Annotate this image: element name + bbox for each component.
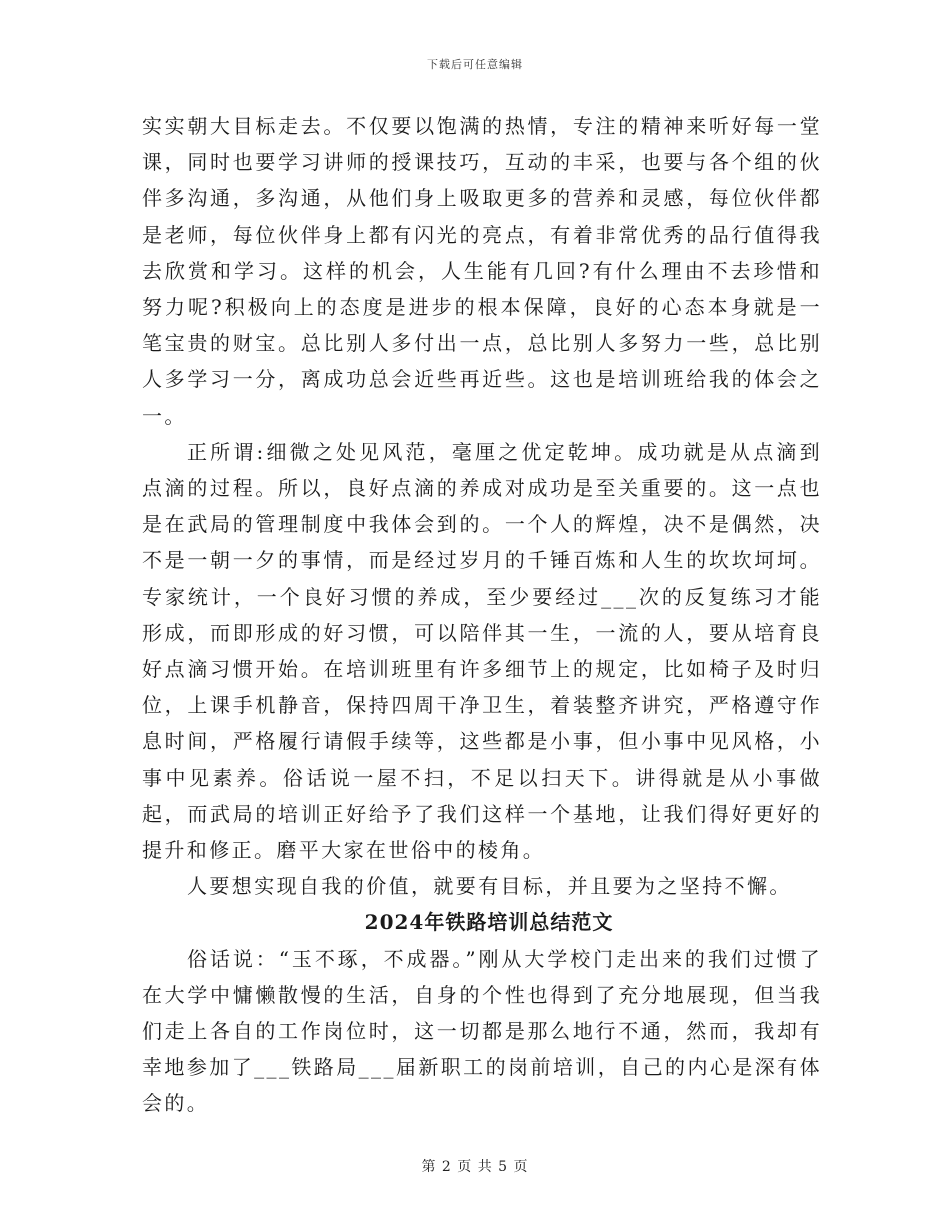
document-body xyxy=(142,108,822,1122)
section-title: 2024年铁路培训总结范文 xyxy=(364,910,614,935)
body-paragraph-1: 实实朝大目标走去。不仅要以饱满的热情，专注的精神来听好每一堂课，同时也要学习讲师的授课技巧，互动的丰采，也要与各个组的伙伴多沟通，多沟通，从他们身上吸取更多的营养和灵感，每位伙伴都是老师，每位伙伴身上都有闪光的亮点，有着非常优秀的品行值得我去欣赏和学习。这样的机会，人生能有几回?有什么理由不去珍惜和努力呢?积极向上的态度是进步的根本保障，良好的心态本身就是一笔宝贵的财宝。总比别人多付出一点，总比别人多努力一些，总比别人多学习一分，离成功总会近些再近些。这也是培训班给我的体会之一。 xyxy=(142,114,822,428)
header-note: 下载后可任意编辑 xyxy=(427,58,523,71)
section-paragraph: 俗话说：“玉不琢，不成器。”刚从大学校门走出来的我们过惯了在大学中慵懒散慢的生活，自身的个性也得到了充分地展现，但当我们走上各自的工作岗位时，这一切都是那么地行不通，然而，我却有幸地参加了___铁路局___届新职工的岗前培训，自己的内心是深有体会的。 xyxy=(142,946,822,1116)
body-paragraph-2: 正所谓:细微之处见风范，毫厘之优定乾坤。成功就是从点滴到点滴的过程。所以，良好点滴的养成对成功是至关重要的。这一点也是在武局的管理制度中我体会到的。一个人的辉煌，决不是偶然，决不是一朝一夕的事情，而是经过岁月的千锤百炼和人生的坎坎坷坷。专家统计，一个良好习惯的养成，至少要经过___次的反复练习才能形成，而即形成的好习惯，可以陪伴其一生，一流的人，要从培育良好点滴习惯开始。在培训班里有许多细节上的规定，比如椅子及时归位，上课手机静音，保持四周干净卫生，着装整齐讲究，严格遵守作息时间，严格履行请假手续等，这些都是小事，但小事中见风格，小事中见素养。俗话说一屋不扫，不足以扫天下。讲得就是从小事做起，而武局的培训正好给予了我们这样一个基地，让我们得好更好的提升和修正。磨平大家在世俗中的棱角。 xyxy=(142,439,822,863)
body-paragraph-3: 人要想实现自我的价值，就要有目标，并且要为之坚持不懈。 xyxy=(187,874,792,899)
page-number-footer: 第 2 页 共 5 页 xyxy=(421,1159,529,1175)
